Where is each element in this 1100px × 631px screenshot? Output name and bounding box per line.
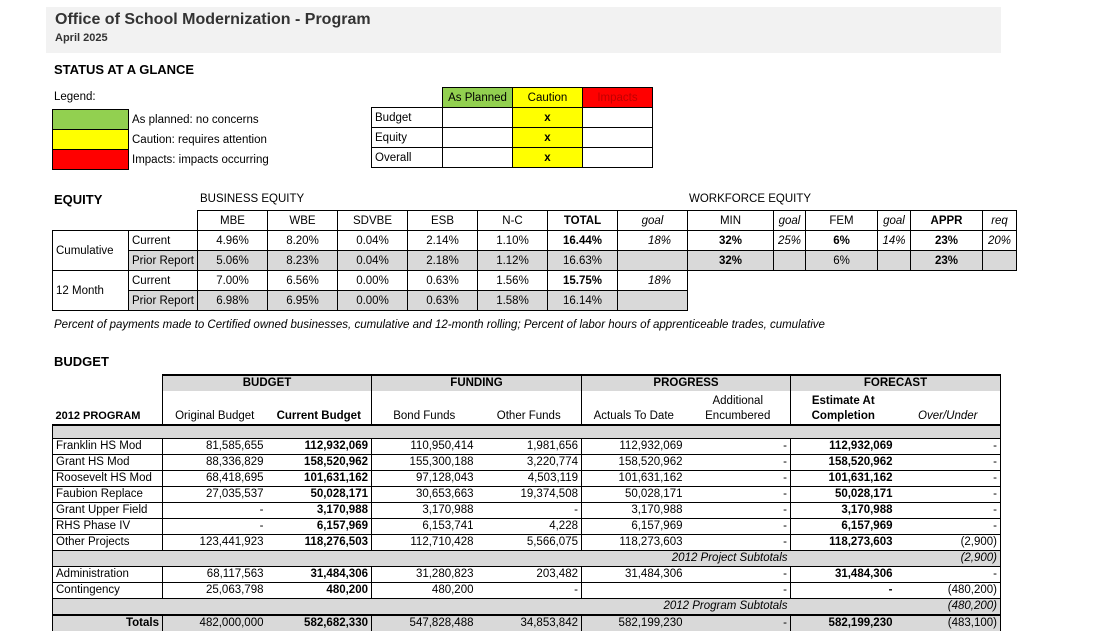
cell: 482,000,000	[163, 615, 267, 631]
budget-cell: 112,710,428	[372, 534, 477, 550]
col-header: WBE	[268, 211, 338, 231]
budget-row	[53, 454, 1001, 470]
budget-cell: 480,200	[267, 582, 372, 598]
budget-cell: 31,280,823	[372, 566, 477, 582]
row-label: Prior Report	[129, 251, 198, 271]
cell: 18%	[618, 231, 688, 251]
status-row	[372, 108, 653, 128]
status-cell	[583, 108, 653, 128]
spacer-row	[53, 425, 1001, 438]
page-title: Office of School Modernization - Program	[55, 11, 371, 28]
equity-heading: EQUITY	[54, 192, 103, 207]
cell: 582,682,330	[267, 615, 372, 631]
subtotal-row	[53, 550, 1001, 566]
budget-cell: 68,117,563	[163, 566, 267, 582]
cell: 7.00%	[198, 271, 268, 291]
cell: 6.95%	[268, 291, 338, 311]
budget-cell: -	[896, 470, 1001, 486]
budget-cell: -	[686, 470, 791, 486]
cell: 34,853,842	[477, 615, 582, 631]
subtotal-label: 2012 Program Subtotals	[53, 598, 791, 615]
budget-cell: 31,484,306	[267, 566, 372, 582]
status-row-label: Overall	[372, 148, 443, 168]
budget-cell: 31,484,306	[582, 566, 686, 582]
cell: 2.14%	[408, 231, 478, 251]
cell: 16.44%	[548, 231, 618, 251]
budget-cell: -	[896, 566, 1001, 582]
budget-cell: 50,028,171	[582, 486, 686, 502]
status-cell	[583, 148, 653, 168]
cell: 0.00%	[338, 291, 408, 311]
budget-cell: -	[163, 502, 267, 518]
budget-cell: 101,631,162	[791, 470, 896, 486]
budget-cell: 68,418,695	[163, 470, 267, 486]
col-header: Current Budget	[267, 391, 372, 425]
col-header: Original Budget	[163, 391, 267, 425]
col-header: goal	[774, 211, 806, 231]
cell: 20%	[983, 231, 1017, 251]
budget-column-row	[53, 391, 1001, 425]
cell: 1.12%	[478, 251, 548, 271]
col-header: Other Funds	[477, 391, 582, 425]
legend-row	[53, 130, 279, 150]
status-cell	[443, 108, 513, 128]
workforce-row	[688, 231, 1017, 251]
budget-row	[53, 582, 1001, 598]
cell: 1.10%	[478, 231, 548, 251]
budget-row	[53, 502, 1001, 518]
legend-label: Legend:	[54, 91, 96, 103]
status-mark: x	[513, 148, 583, 168]
budget-cell: 4,503,119	[477, 470, 582, 486]
budget-cell: 158,520,962	[582, 454, 686, 470]
budget-row	[53, 470, 1001, 486]
budget-cell: 3,170,988	[582, 502, 686, 518]
workforce-equity-label: WORKFORCE EQUITY	[689, 193, 812, 205]
business-equity-table	[52, 210, 688, 311]
budget-cell: 118,273,603	[582, 534, 686, 550]
col-header: goal	[618, 211, 688, 231]
equity-row	[53, 291, 688, 311]
col-header: req	[983, 211, 1017, 231]
status-row-label: Equity	[372, 128, 443, 148]
report-date: April 2025	[55, 32, 108, 44]
cell: 0.04%	[338, 251, 408, 271]
budget-cell: 123,441,923	[163, 534, 267, 550]
legend-row	[53, 110, 279, 130]
budget-cell: 3,170,988	[267, 502, 372, 518]
legend-row	[53, 150, 279, 170]
col-header: Over/Under	[896, 391, 1001, 425]
budget-cell: -	[896, 486, 1001, 502]
gray-band	[53, 425, 1001, 438]
legend-text: As planned: no concerns	[132, 113, 259, 126]
budget-cell: -	[686, 438, 791, 454]
budget-cell: 118,276,503	[267, 534, 372, 550]
subtotal-value: (2,900)	[896, 550, 1001, 566]
budget-cell: -	[686, 566, 791, 582]
blank	[791, 550, 896, 566]
cell: 23%	[911, 231, 983, 251]
status-mark: x	[513, 108, 583, 128]
status-cell	[443, 128, 513, 148]
budget-cell: 4,228	[477, 518, 582, 534]
report-header	[46, 7, 1001, 53]
budget-cell: 31,484,306	[791, 566, 896, 582]
budget-cell: 19,374,508	[477, 486, 582, 502]
subtotal-label: 2012 Project Subtotals	[53, 550, 791, 566]
budget-cell: 6,157,969	[791, 518, 896, 534]
budget-cell: -	[896, 518, 1001, 534]
cell: 18%	[618, 271, 688, 291]
budget-cell: 101,631,162	[267, 470, 372, 486]
budget-cell: 5,566,075	[477, 534, 582, 550]
budget-cell	[582, 582, 686, 598]
budget-cell: 6,157,969	[582, 518, 686, 534]
cell: 582,199,230	[582, 615, 686, 631]
totals-row	[53, 615, 1001, 631]
legend-swatch-red	[53, 150, 129, 170]
group-label: 12 Month	[53, 271, 129, 311]
project-name: Roosevelt HS Mod	[53, 470, 163, 486]
budget-group-row	[53, 375, 1001, 391]
equity-header-row	[53, 211, 688, 231]
budget-cell: 50,028,171	[267, 486, 372, 502]
budget-cell: 1,981,656	[477, 438, 582, 454]
blank	[53, 375, 163, 391]
col-header: MIN	[688, 211, 774, 231]
budget-cell: -	[686, 582, 791, 598]
project-name: Other Projects	[53, 534, 163, 550]
budget-cell: 6,157,969	[267, 518, 372, 534]
group-header: FUNDING	[372, 375, 582, 391]
budget-table	[52, 374, 1001, 631]
col-header: goal	[878, 211, 911, 231]
cell: 8.23%	[268, 251, 338, 271]
budget-cell: 3,220,774	[477, 454, 582, 470]
budget-cell: (2,900)	[896, 534, 1001, 550]
col-header: SDVBE	[338, 211, 408, 231]
budget-cell: 112,932,069	[267, 438, 372, 454]
budget-cell: 97,128,043	[372, 470, 477, 486]
equity-row	[53, 271, 688, 291]
budget-cell: -	[477, 502, 582, 518]
status-cell	[443, 148, 513, 168]
budget-cell: 203,482	[477, 566, 582, 582]
budget-row	[53, 518, 1001, 534]
budget-row	[53, 566, 1001, 582]
budget-cell: 158,520,962	[791, 454, 896, 470]
blank	[791, 598, 896, 615]
cell	[774, 251, 806, 271]
col-header: ESB	[408, 211, 478, 231]
col-header: Actuals To Date	[593, 410, 674, 422]
budget-cell: 480,200	[372, 582, 477, 598]
cell: 5.06%	[198, 251, 268, 271]
cell: 16.14%	[548, 291, 618, 311]
status-col-header: As Planned	[443, 88, 513, 108]
cell	[618, 291, 688, 311]
row-label: Prior Report	[129, 291, 198, 311]
program-label: 2012 PROGRAM	[55, 410, 141, 422]
budget-cell: -	[686, 502, 791, 518]
budget-cell: 118,273,603	[791, 534, 896, 550]
status-cell	[583, 128, 653, 148]
cell: 25%	[774, 231, 806, 251]
row-label: Current	[129, 271, 198, 291]
budget-cell: -	[686, 486, 791, 502]
cell: 14%	[878, 231, 911, 251]
budget-cell: 25,063,798	[163, 582, 267, 598]
cell: 8.20%	[268, 231, 338, 251]
cell	[983, 251, 1017, 271]
project-name: Faubion Replace	[53, 486, 163, 502]
cell: 4.96%	[198, 231, 268, 251]
project-name: Franklin HS Mod	[53, 438, 163, 454]
col-header: FEM	[806, 211, 878, 231]
budget-heading: BUDGET	[54, 354, 109, 369]
business-equity-label: BUSINESS EQUITY	[200, 193, 305, 205]
budget-cell: 112,932,069	[791, 438, 896, 454]
budget-cell: 81,585,655	[163, 438, 267, 454]
col-header: Bond Funds	[393, 410, 456, 422]
cell: (483,100)	[896, 615, 1001, 631]
status-col-header: Impacts	[583, 88, 653, 108]
status-row	[372, 148, 653, 168]
budget-cell: -	[477, 582, 582, 598]
budget-cell: -	[686, 518, 791, 534]
cell: 6.56%	[268, 271, 338, 291]
blank	[53, 211, 129, 231]
group-header: PROGRESS	[582, 375, 791, 391]
budget-cell: 101,631,162	[582, 470, 686, 486]
budget-cell: -	[686, 534, 791, 550]
budget-cell: 50,028,171	[791, 486, 896, 502]
blank	[129, 211, 198, 231]
status-heading: STATUS AT A GLANCE	[54, 62, 195, 77]
budget-cell: 112,932,069	[582, 438, 686, 454]
cell: 547,828,488	[372, 615, 477, 631]
legend-swatch-green	[53, 110, 129, 130]
budget-cell: 6,153,741	[372, 518, 477, 534]
budget-cell: -	[896, 454, 1001, 470]
legend-table	[52, 109, 279, 170]
budget-cell: -	[896, 502, 1001, 518]
budget-cell: (480,200)	[896, 582, 1001, 598]
legend-text: Caution: requires attention	[132, 133, 267, 146]
status-row	[372, 128, 653, 148]
budget-cell: 30,653,663	[372, 486, 477, 502]
cell: 6.98%	[198, 291, 268, 311]
col-header: MBE	[198, 211, 268, 231]
cell: 16.63%	[548, 251, 618, 271]
budget-cell: 3,170,988	[372, 502, 477, 518]
col-header: TOTAL	[548, 211, 618, 231]
group-header: BUDGET	[163, 375, 372, 391]
status-table	[371, 87, 653, 168]
budget-cell: 158,520,962	[267, 454, 372, 470]
cell: 6%	[806, 251, 878, 271]
cell: 582,199,230	[791, 615, 896, 631]
cell: 6%	[806, 231, 878, 251]
legend-swatch-yellow	[53, 130, 129, 150]
workforce-header-row	[688, 211, 1017, 231]
cell: 32%	[688, 231, 774, 251]
cell: 2.18%	[408, 251, 478, 271]
budget-row	[53, 534, 1001, 550]
row-label: Current	[129, 231, 198, 251]
budget-cell: -	[896, 438, 1001, 454]
status-corner	[372, 88, 443, 108]
project-name: Grant Upper Field	[53, 502, 163, 518]
subtotal-row	[53, 598, 1001, 615]
project-name: RHS Phase IV	[53, 518, 163, 534]
budget-cell: 110,950,414	[372, 438, 477, 454]
col-header: Additional Encumbered	[686, 391, 791, 425]
project-name: Contingency	[53, 582, 163, 598]
project-name: Grant HS Mod	[53, 454, 163, 470]
budget-cell: 155,300,188	[372, 454, 477, 470]
cell: 1.58%	[478, 291, 548, 311]
cell: 1.56%	[478, 271, 548, 291]
cell: 0.63%	[408, 271, 478, 291]
col-header: Estimate At Completion	[811, 395, 875, 422]
cell: 0.00%	[338, 271, 408, 291]
subtotal-value: (480,200)	[896, 598, 1001, 615]
group-label: Cumulative	[53, 231, 129, 271]
cell: 0.04%	[338, 231, 408, 251]
budget-cell: -	[791, 582, 896, 598]
totals-label: Totals	[53, 615, 163, 631]
equity-row	[53, 231, 688, 251]
status-mark: x	[513, 128, 583, 148]
cell: 15.75%	[548, 271, 618, 291]
cell	[618, 251, 688, 271]
legend-text: Impacts: impacts occurring	[132, 153, 269, 166]
budget-cell: 88,336,829	[163, 454, 267, 470]
cell: 23%	[911, 251, 983, 271]
cell: -	[686, 615, 791, 631]
budget-cell: -	[686, 454, 791, 470]
cell: 32%	[688, 251, 774, 271]
budget-cell: 27,035,537	[163, 486, 267, 502]
budget-cell: -	[163, 518, 267, 534]
budget-cell: 3,170,988	[791, 502, 896, 518]
cell: 0.63%	[408, 291, 478, 311]
equity-note: Percent of payments made to Certified owned businesses, cumulative and 12-month rolling; Percent of labor hours of apprenticeable trades, cumulative	[54, 319, 825, 331]
workforce-row	[688, 251, 1017, 271]
group-header: FORECAST	[791, 375, 1001, 391]
status-row-label: Budget	[372, 108, 443, 128]
equity-row	[53, 251, 688, 271]
workforce-equity-table	[687, 210, 1017, 271]
project-name: Administration	[53, 566, 163, 582]
budget-row	[53, 486, 1001, 502]
cell	[878, 251, 911, 271]
budget-row	[53, 438, 1001, 454]
col-header: APPR	[911, 211, 983, 231]
status-col-header: Caution	[513, 88, 583, 108]
col-header: N-C	[478, 211, 548, 231]
